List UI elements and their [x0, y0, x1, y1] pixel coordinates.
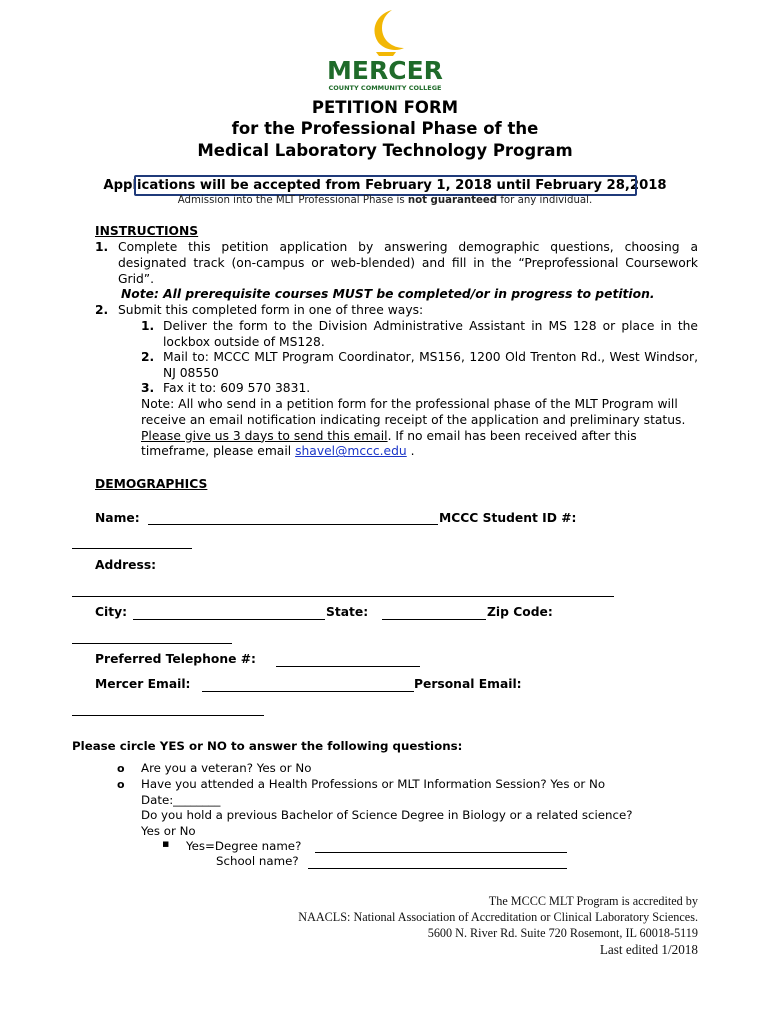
instruction-item-1: Complete this petition application by answering demographic questions, choosing a designated track (on-campus or web-blended) and fill in the “Preprofessional Coursework Grid”. [118, 240, 698, 286]
admission-note: Admission into the MLT Professional Phase is not guaranteed for any individual. [177, 195, 593, 206]
instructions-heading: INSTRUCTIONS [95, 224, 199, 238]
demographics-heading: DEMOGRAPHICS [95, 477, 208, 491]
degree-name-label: Yes=Degree name? [186, 839, 302, 853]
question-veteran: Are you a veteran? Yes or No [141, 761, 312, 775]
page-title: PETITION FORM [311, 98, 459, 117]
last-edited: Last edited 1/2018 [599, 942, 698, 957]
instruction-number-1: 1. [95, 240, 109, 254]
square-bullet: ▪ [162, 837, 170, 850]
page-subtitle-2: Medical Laboratory Technology Program [197, 141, 573, 160]
address-label: Address: [95, 558, 157, 572]
instruction-number-2: 2. [95, 303, 109, 317]
applications-notice: Applications will be accepted from February 1, 2018 until February 28,2018 [103, 178, 667, 193]
bullet-2: o [117, 778, 125, 791]
info-session-date: Date:________ [141, 793, 221, 807]
degree-name-field[interactable] [315, 852, 567, 853]
city-label: City: [95, 605, 128, 619]
accreditation-line-1: The MCCC MLT Program is accredited by [488, 894, 698, 908]
bullet-1: o [117, 762, 125, 775]
contact-email-link[interactable]: shavel@mccc.edu [295, 444, 407, 459]
name-label: Name: [95, 511, 140, 525]
zip-field[interactable] [72, 643, 232, 644]
phone-label: Preferred Telephone #: [95, 652, 256, 666]
submit-option-mail: Mail to: MCCC MLT Program Coordinator, MS156, 1200 Old Trenton Rd., West Windsor, NJ 08550 [163, 350, 698, 380]
sub-number-3: 3. [141, 381, 155, 395]
question-info-session: Have you attended a Health Professions or MLT Information Session? Yes or No [141, 777, 606, 791]
state-field[interactable] [382, 619, 486, 620]
prerequisite-note: Note: All prerequisite courses MUST be completed/or in progress to petition. [121, 287, 655, 301]
email-notification-note: Note: All who send in a petition form for the professional phase of the MLT Program will receive an email notification indicating receipt of the application and preliminary status. Please give us 3 days to send this email. If no email has been received after this timeframe, please email shavel@mccc.edu . [141, 397, 686, 459]
question-bachelor-degree: Do you hold a previous Bachelor of Science Degree in Biology or a related science? [141, 808, 633, 822]
student-id-field[interactable] [72, 548, 192, 549]
school-name-field[interactable] [308, 868, 567, 869]
sub-number-1: 1. [141, 319, 155, 333]
state-label: State: [326, 605, 369, 619]
personal-email-label: Personal Email: [414, 677, 522, 691]
college-logo-emblem [362, 8, 408, 58]
personal-email-field[interactable] [72, 715, 264, 716]
questions-heading: Please circle YES or NO to answer the following questions: [72, 739, 463, 753]
mercer-email-label: Mercer Email: [95, 677, 191, 691]
city-field[interactable] [133, 619, 325, 620]
address-field[interactable] [72, 596, 614, 597]
submit-option-deliver: Deliver the form to the Division Administrative Assistant in MS 128 or place in the lockbox outside of MS128. [163, 319, 698, 349]
bachelor-yes-no: Yes or No [141, 824, 196, 838]
zip-label: Zip Code: [487, 605, 553, 619]
logo-wordmark: MERCER [327, 56, 443, 85]
accreditation-line-2: NAACLS: National Association of Accreditation or Clinical Laboratory Sciences. [298, 910, 698, 924]
page-subtitle-1: for the Professional Phase of the [231, 119, 539, 138]
accreditation-address: 5600 N. River Rd. Suite 720 Rosemont, IL 60018-5119 [427, 926, 698, 940]
instruction-item-2: Submit this completed form in one of three ways: [118, 303, 424, 317]
selection-highlight-box [134, 175, 637, 196]
phone-field[interactable] [276, 666, 420, 667]
email-wait-note: Please give us 3 days to send this email [141, 428, 388, 443]
sub-number-2: 2. [141, 350, 155, 364]
submit-option-fax: Fax it to: 609 570 3831. [163, 381, 311, 395]
mercer-email-field[interactable] [202, 691, 414, 692]
logo-subtitle: COUNTY COMMUNITY COLLEGE [328, 84, 442, 92]
student-id-label: MCCC Student ID #: [439, 511, 577, 525]
name-field[interactable] [148, 524, 438, 525]
school-name-label: School name? [216, 854, 299, 868]
